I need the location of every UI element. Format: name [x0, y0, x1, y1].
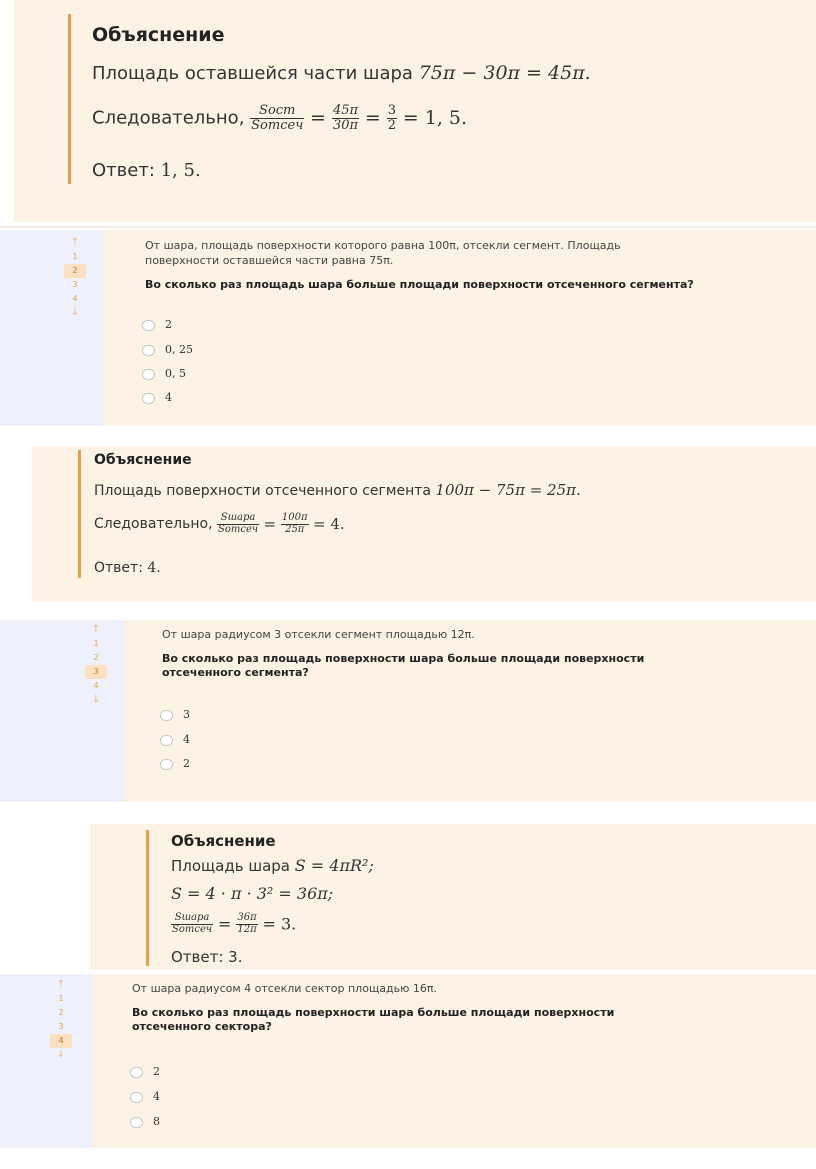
radio-button[interactable] [130, 1092, 143, 1103]
task-question: Во сколько раз площадь поверхности шара больше площади поверхности отсеченного сектора? [132, 1006, 615, 1033]
task-text: От шара радиусом 4 отсекли сектор площадью 16π. [132, 982, 438, 995]
explanation-line-1 [92, 62, 591, 84]
task-nav-item-3[interactable]: 3 [72, 280, 78, 289]
fraction: $\frac{\text{Sшара}}{\text{Sотсеч}}$ [172, 912, 213, 935]
task-panel-2 [124, 620, 816, 802]
answer-option[interactable]: 3 [160, 708, 190, 721]
answer-option[interactable]: 8 [130, 1115, 160, 1128]
explanation-accent-bar [146, 830, 149, 966]
explanation-text: Площадь оставшейся части шара [92, 63, 419, 84]
answer-option[interactable]: 2 [130, 1065, 160, 1078]
task-nav-item-1[interactable]: 1 [72, 252, 78, 261]
radio-button[interactable] [142, 320, 155, 331]
formula: = 4. [313, 515, 345, 533]
explanation-line-2: Следовательно, $\frac{\text{Sост}}{\text{Sотсеч}}$ = $\frac{45\pi}{30\pi}$ = $\frac{3}{2}$ = 1, 5. [92, 103, 468, 133]
task-sidebar [0, 974, 92, 1148]
task-nav-item-4[interactable]: 4 [93, 681, 99, 690]
explanation-line-1 [171, 856, 374, 875]
explanation-title: Объяснение [92, 24, 225, 46]
radio-button[interactable] [142, 345, 155, 356]
task-nav-item-4[interactable]: 4 [50, 1034, 72, 1048]
task-text: От шара, площадь поверхности которого равна 100π, отсекли сегмент. Площадь поверхности оставшейся части равна 75π. [145, 239, 621, 267]
explanation-text: Следовательно, [92, 107, 251, 129]
task-nav-item-2[interactable]: 2 [64, 264, 86, 278]
answer-line: Ответ: 3. [171, 948, 243, 966]
task-navigation [85, 623, 107, 707]
explanation-title: Объяснение [94, 452, 192, 468]
explanation-text: Площадь шара [171, 857, 295, 875]
arrow-down-icon[interactable]: ↓ [70, 307, 80, 318]
explanation-text: Следовательно, [94, 516, 217, 532]
formula: 100π − 75π = 25π. [435, 481, 581, 499]
radio-button[interactable] [160, 710, 173, 721]
answer-option[interactable]: 4 [142, 391, 172, 404]
task-nav-item-4[interactable]: 4 [72, 294, 78, 303]
explanation-title: Объяснение [171, 832, 276, 850]
task-nav-item-2[interactable]: 2 [93, 653, 99, 662]
explanation-accent-bar [78, 450, 81, 578]
explanation-accent-bar [68, 14, 71, 184]
task-nav-item-3[interactable]: 3 [85, 665, 107, 679]
formula: = 1, 5. [402, 107, 468, 130]
task-nav-item-1[interactable]: 1 [93, 639, 99, 648]
answer-option[interactable]: 2 [160, 757, 190, 770]
answer-option[interactable]: 4 [130, 1090, 160, 1103]
task-nav-item-3[interactable]: 3 [58, 1022, 64, 1031]
answer-option[interactable]: 4 [160, 733, 190, 746]
arrow-up-icon[interactable]: ↑ [70, 237, 80, 248]
formula: = 3. [262, 914, 297, 934]
radio-button[interactable] [142, 369, 155, 380]
task-nav-item-2[interactable]: 2 [58, 1008, 64, 1017]
answer-option[interactable]: 0, 5 [142, 367, 186, 380]
answer-line: Ответ: 1, 5. [92, 160, 201, 181]
formula: S = 4 · π · 3² = 36π; [171, 884, 334, 903]
radio-button[interactable] [160, 759, 173, 770]
radio-button[interactable] [130, 1117, 143, 1128]
task-question: Во сколько раз площадь шара больше площади поверхности отсеченного сегмента? [145, 278, 694, 291]
explanation-line-1 [94, 481, 581, 499]
fraction: $\frac{\text{Sшара}}{\text{Sотсеч}}$ [218, 512, 259, 535]
task-text: От шара радиусом 3 отсекли сегмент площадью 12π. [162, 628, 475, 641]
formula: S = 4πR²; [294, 856, 374, 875]
answer-option[interactable]: 2 [142, 318, 172, 331]
explanation-line-2: Следовательно, $\frac{\text{Sшара}}{\text{Sотсеч}}$ = $\frac{100\pi}{25\pi}$ = 4. [94, 512, 345, 535]
fraction: $\frac{\text{Sост}}{\text{Sотсеч}}$ [251, 103, 304, 133]
task-panel-3 [92, 974, 816, 1148]
radio-button[interactable] [130, 1067, 143, 1078]
fraction: $\frac{100\pi}{25\pi}$ [281, 512, 308, 535]
answer-line: Ответ: 4. [94, 560, 161, 576]
answer-option[interactable]: 0, 25 [142, 343, 193, 356]
fraction: $\frac{3}{2}$ [387, 103, 397, 133]
explanation-text: Площадь поверхности отсеченного сегмента [94, 483, 436, 499]
explanation-line-3: $\frac{\text{Sшара}}{\text{Sотсеч}}$ = $\frac{36\pi}{12\pi}$ = 3. [172, 912, 297, 935]
task-navigation [50, 978, 72, 1062]
task-navigation [64, 236, 86, 320]
arrow-down-icon[interactable]: ↓ [91, 694, 101, 705]
divider [0, 226, 816, 228]
arrow-up-icon[interactable]: ↑ [91, 624, 101, 635]
fraction: $\frac{36\pi}{12\pi}$ [237, 912, 257, 935]
task-nav-item-1[interactable]: 1 [58, 994, 64, 1003]
formula: 75π − 30π = 45π. [418, 62, 591, 84]
arrow-up-icon[interactable]: ↑ [56, 979, 66, 990]
task-sidebar [0, 230, 104, 426]
radio-button[interactable] [142, 393, 155, 404]
fraction: $\frac{45\pi}{30\pi}$ [332, 103, 359, 133]
task-question: Во сколько раз площадь поверхности шара больше площади поверхности отсеченного сегмента? [162, 652, 645, 679]
radio-button[interactable] [160, 735, 173, 746]
arrow-down-icon[interactable]: ↓ [56, 1049, 66, 1060]
